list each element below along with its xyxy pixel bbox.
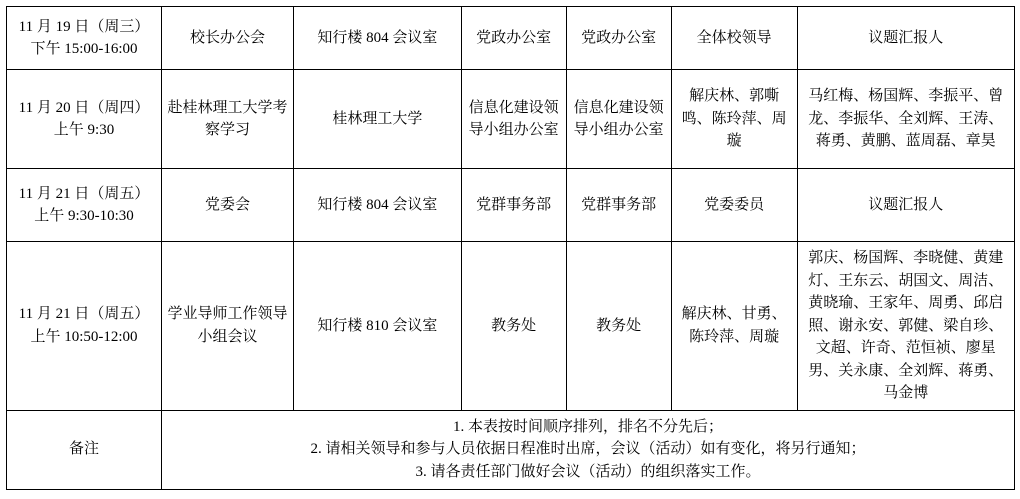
cell-time [7,169,162,242]
time-line-2: 上午 9:30-10:30 [34,208,134,224]
cell-attendees: 议题汇报人 [797,7,1014,70]
cell-meeting-name: 学业导师工作领导小组会议 [161,242,293,411]
cell-organizer: 教务处 [461,242,566,411]
time-line-2: 下午 15:00-16:00 [30,41,138,57]
time-line-1: 11 月 20 日（周四） [18,99,150,116]
note-body [161,410,1014,489]
schedule-sheet [0,6,1020,499]
cell-leaders: 解庆林、甘勇、陈玲萍、周璇 [671,242,797,411]
cell-attendees: 马红梅、杨国辉、李振平、曾龙、李振华、全刘辉、王涛、蒋勇、黄鹏、蓝周磊、章昊 [797,70,1014,169]
note-line-2: 2. 请相关领导和参与人员依据日程准时出席，会议（活动）如有变化，将另行通知； [310,441,866,458]
table-row [7,169,1015,242]
time-line-1: 11 月 21 日（周五） [18,306,150,323]
cell-host: 教务处 [566,242,671,411]
cell-host: 信息化建设领导小组办公室 [566,70,671,169]
cell-leaders: 党委委员 [671,169,797,242]
cell-host: 党群事务部 [566,169,671,242]
time-line-1: 11 月 19 日（周三） [18,18,150,35]
cell-organizer: 信息化建设领导小组办公室 [461,70,566,169]
note-line-3: 3. 请各责任部门做好会议（活动）的组织落实工作。 [415,463,761,480]
cell-time [7,242,162,411]
cell-place: 知行楼 810 会议室 [294,242,461,411]
cell-meeting-name: 党委会 [161,169,293,242]
cell-time [7,70,162,169]
schedule-table [6,6,1015,490]
cell-host: 党政办公室 [566,7,671,70]
cell-meeting-name: 校长办公会 [161,7,293,70]
table-row [7,7,1015,70]
cell-organizer: 党政办公室 [461,7,566,70]
cell-attendees: 议题汇报人 [797,169,1014,242]
cell-place: 知行楼 804 会议室 [294,169,461,242]
cell-attendees: 郭庆、杨国辉、李晓健、黄建灯、王东云、胡国文、周洁、黄晓瑜、王家年、周勇、邱启照、谢永安、郭健、梁自珍、文超、许奇、范恒祯、廖星男、关永康、全刘辉、蒋勇、马金博 [797,242,1014,411]
cell-meeting-name: 赴桂林理工大学考察学习 [161,70,293,169]
cell-leaders: 解庆林、郭嘶鸣、陈玲萍、周璇 [671,70,797,169]
table-row [7,70,1015,169]
note-line-1: 1. 本表按时间顺序排列，排名不分先后； [452,418,723,435]
note-label: 备注 [7,410,162,489]
cell-organizer: 党群事务部 [461,169,566,242]
cell-place: 知行楼 804 会议室 [294,7,461,70]
cell-time [7,7,162,70]
time-line-1: 11 月 21 日（周五） [18,185,150,202]
cell-place: 桂林理工大学 [294,70,461,169]
time-line-2: 上午 9:30 [53,122,115,138]
time-line-2: 上午 10:50-12:00 [30,328,138,345]
note-row [7,410,1015,489]
cell-leaders: 全体校领导 [671,7,797,70]
table-row [7,242,1015,411]
